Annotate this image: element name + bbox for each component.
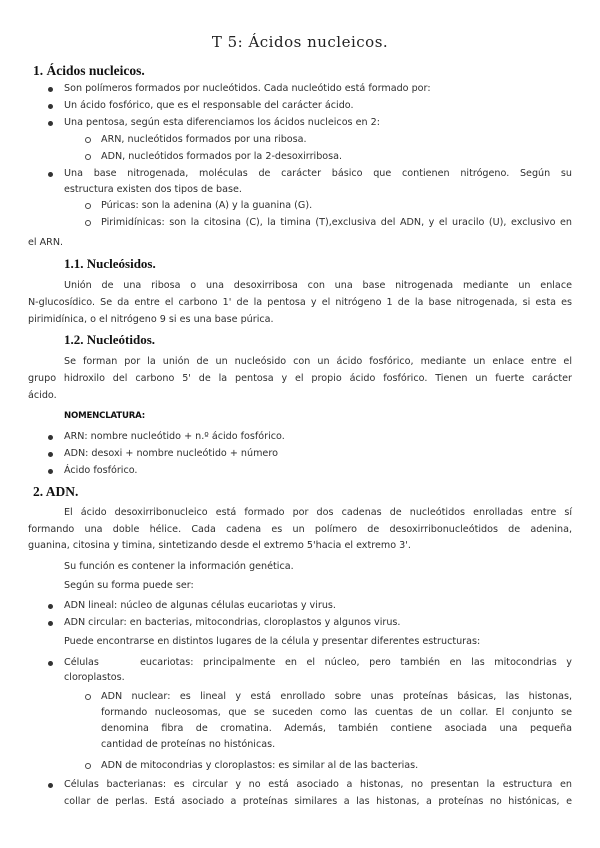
bullet-icon bbox=[48, 621, 53, 626]
paragraph-line: Según su forma puede ser: bbox=[64, 580, 194, 591]
paragraph-line: N-glucosídico. Se da entre el carbono 1' de la pentosa y el nitrógeno 1 de la base nitrogenada, si esta es bbox=[28, 297, 572, 308]
list-item-continued: formando nucleosomas, que se suceden como las cuentas de un collar. El conjunto se bbox=[101, 707, 572, 718]
subsection-heading: 1.1. Nucleósidos. bbox=[64, 256, 156, 271]
paragraph-line: El ácido desoxirribonucleico está formado por dos cadenas de nucleótidos enrolladas entre sí bbox=[64, 507, 572, 518]
list-item: ADN, nucleótidos formados por la 2-desoxirribosa. bbox=[101, 151, 343, 162]
bullet-icon bbox=[48, 661, 53, 666]
list-item-continued: el ARN. bbox=[28, 237, 64, 248]
list-item: Células bbox=[64, 657, 99, 668]
list-item-continued: denomina fibra de cromatina. Además, también contiene asociada una pequeña bbox=[101, 723, 572, 734]
section-heading: 2. ADN. bbox=[33, 484, 79, 499]
list-item: Púricas: son la adenina (A) y la guanina (G). bbox=[101, 200, 313, 211]
list-item: Una base nitrogenada, moléculas de carácter básico que contienen nitrógeno. Según su bbox=[64, 168, 572, 179]
paragraph-line: Unión de una ribosa o una desoxirribosa con una base nitrogenada mediante un enlace bbox=[64, 280, 572, 291]
list-item: ARN: nombre nucleótido + n.º ácido fosfórico. bbox=[64, 431, 285, 442]
circle-bullet-icon bbox=[85, 220, 91, 226]
list-item: ADN nuclear: es lineal y está enrollado sobre unas proteínas básicas, las histonas, bbox=[101, 691, 572, 702]
bullet-icon bbox=[48, 452, 53, 457]
circle-bullet-icon bbox=[85, 694, 91, 700]
page-title: T 5: Ácidos nucleicos. bbox=[211, 33, 389, 51]
list-item: ADN circular: en bacterias, mitocondrias, cloroplastos y algunos virus. bbox=[64, 617, 401, 628]
list-item: Son polímeros formados por nucleótidos. Cada nucleótido está formado por: bbox=[64, 83, 431, 94]
bullet-icon bbox=[48, 604, 53, 609]
nomenclature-label: NOMENCLATURA: bbox=[64, 411, 145, 421]
paragraph-line: ácido. bbox=[28, 390, 57, 401]
list-item: ADN de mitocondrias y cloroplastos: es similar al de las bacterias. bbox=[101, 760, 419, 771]
bullet-icon bbox=[48, 172, 53, 177]
subsection-heading: 1.2. Nucleótidos. bbox=[64, 332, 155, 347]
list-item: ADN lineal: núcleo de algunas células eucariotas y virus. bbox=[64, 600, 336, 611]
paragraph-line: Su función es contener la información genética. bbox=[64, 561, 294, 572]
list-item: ARN, nucleótidos formados por una ribosa. bbox=[101, 134, 307, 145]
bullet-icon bbox=[48, 783, 53, 788]
paragraph-line: pirimidínica, o el nitrógeno 9 si es una base púrica. bbox=[28, 314, 274, 325]
paragraph-line: Puede encontrarse en distintos lugares de la célula y presentar diferentes estructuras: bbox=[64, 636, 481, 647]
list-item: Ácido fosfórico. bbox=[64, 465, 138, 476]
bullet-icon bbox=[48, 87, 53, 92]
list-item: ADN: desoxi + nombre nucleótido + número bbox=[64, 448, 278, 459]
bullet-icon bbox=[48, 104, 53, 109]
circle-bullet-icon bbox=[85, 763, 91, 769]
list-item-continued: cloroplastos. bbox=[64, 672, 125, 683]
paragraph-line: Se forman por la unión de un nucleósido con un ácido fosfórico, mediante un enlace entre el bbox=[64, 356, 572, 367]
paragraph-line: grupo hidroxilo del carbono 5' de la pentosa y el propio ácido fosfórico. Tienen un fuerte carácter bbox=[28, 373, 572, 384]
paragraph-line: formando una doble hélice. Cada cadena es un polímero de desoxirribonucleótidos de adenina, bbox=[28, 524, 572, 535]
circle-bullet-icon bbox=[85, 137, 91, 143]
list-item: Un ácido fosfórico, que es el responsable del carácter ácido. bbox=[64, 100, 354, 111]
list-item-continued: cantidad de proteínas no histónicas. bbox=[101, 739, 276, 750]
list-item: Células bacterianas: es circular y no está asociado a histonas, no presentan la estructura en bbox=[64, 779, 572, 790]
paragraph-line: guanina, citosina y timina, sintetizando desde el extremo 5'hacia el extremo 3'. bbox=[28, 540, 411, 551]
list-item-continued: collar de perlas. Está asociado a proteínas similares a las histonas, a proteínas no histónicas, e bbox=[64, 796, 572, 807]
list-item-continued: estructura existen dos tipos de base. bbox=[64, 184, 242, 195]
list-item: Una pentosa, según esta diferenciamos los ácidos nucleicos en 2: bbox=[64, 117, 380, 128]
bullet-icon bbox=[48, 121, 53, 126]
list-item: eucariotas: principalmente en el núcleo, pero también en las mitocondrias y bbox=[140, 657, 572, 668]
bullet-icon bbox=[48, 435, 53, 440]
section-heading: 1. Ácidos nucleicos. bbox=[33, 63, 145, 78]
circle-bullet-icon bbox=[85, 154, 91, 160]
bullet-icon bbox=[48, 469, 53, 474]
list-item: Pirimidínicas: son la citosina (C), la timina (T),exclusiva del ADN, y el uracilo (U), exclusivo en bbox=[101, 217, 572, 228]
circle-bullet-icon bbox=[85, 203, 91, 209]
